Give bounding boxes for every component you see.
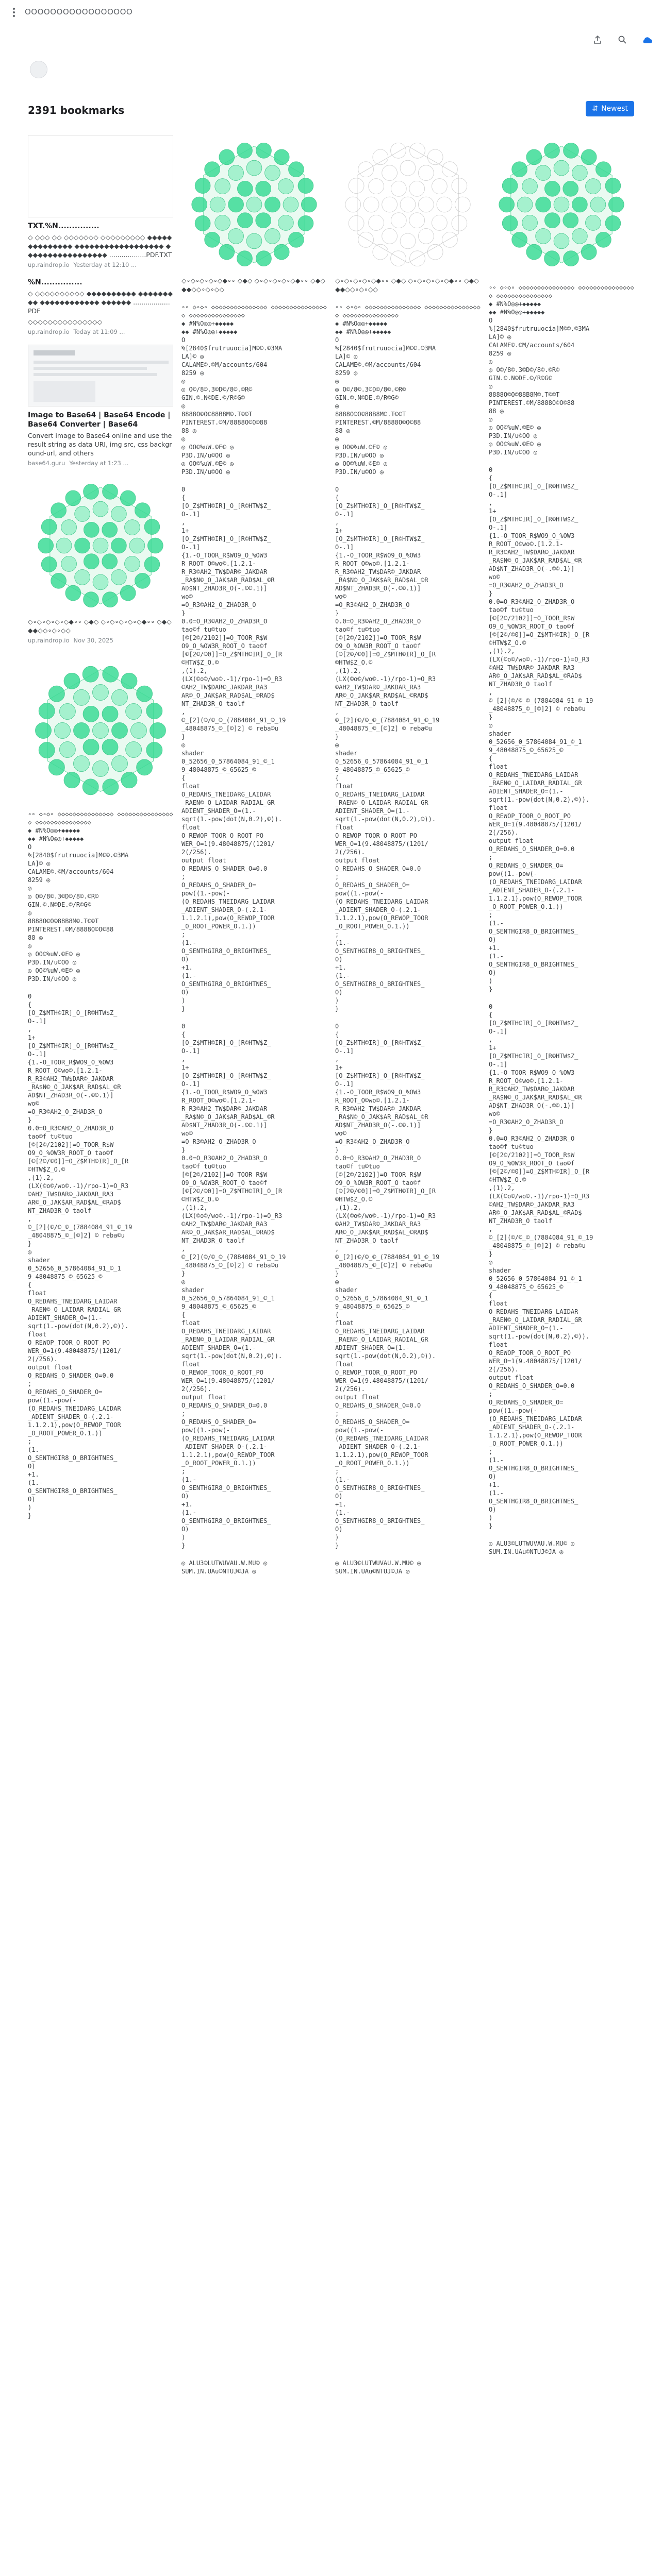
card-excerpt: 0 { [O_Z$MTH©IR]_O_[R©HTW$Z_ O-.1] , 1+ [O_Z$MTH©IR]_O_[R©HTW$Z_ O-.1] {1.-O_TOOR_R$WO9_O_%OW3 R_ROOT_O©wo©.[1.2.1- R_R3©AH2_TW$DAR©_JAKDAR _RA$N©_O_JAK$AR_RAD$AL_©R AD$NT_ZHAD3R_O(-.©©.1)] wo© =O_R3©AH2_O_ZHAD3R_O } 0.0=O_R3©AH2_O_ZHAD3R_O tao©f tu©tuo [©[2©/2102]]=O_TOOR_R$W O9_O_%OW3R_ROOT_O tao©f [©[2©/©0]]=O_Z$MTH©IR]_O_[R ©HTW$Z_O.© ,(1).2, (LX(©o©/wo©.-1)/rpo-1)=O_R3 ©AH2_TW$DAR©_JAKDAR_RA3 AR©_O_JAK$AR_RAD$AL_©RAD$ NT_ZHAD3R_O taolf , ©_[2](©/©_©_(7884084_91_©_19 _48048875_©_[©]2] © reba©u } ◎ shader 0_52656_0_57864084_91_©_1 9_48048875_©_65625_© { float O_REDAHS_TNEIDARG_LAIDAR _RAEN©_O_LAIDAR_RADIAL_GR ADIENT_SHADER_O=(1.- sqrt(1.-pow(dot(N,0.2),©)). float O_REWOP_TOOR_O_ROOT_PO WER_O=1(9.48048875/(1201/ 2(/256). output float O_REDAHS_O_SHADER_O=0.0 ; O_REDAHS_O_SHADER_O= pow((1.-pow(- (O_REDAHS_TNEIDARG_LAIDAR _ADIENT_SHADER_O-(.2.1- 1.1.2.1),pow(O_REWOP_TOOR _O_ROOT_POWER_O.1.)) ; (1.- O_SENTHGIR8_O_BRIGHTNES_ O) +1. (1.- O_SENTHGIR8_O_BRIGHTNES_ O) ) } bbox=[489, 1003, 593, 1530]
bookmark-card[interactable] bbox=[28, 992, 173, 1520]
hex-dot bbox=[256, 143, 272, 158]
hex-dot bbox=[103, 779, 119, 795]
hex-dot bbox=[41, 557, 57, 572]
hex-dot bbox=[131, 723, 147, 739]
hex-dot bbox=[102, 554, 118, 569]
hex-dot bbox=[93, 538, 108, 553]
sort-button[interactable] bbox=[586, 101, 634, 116]
hex-dot bbox=[205, 162, 220, 177]
toolbar-actions bbox=[591, 33, 654, 46]
hex-dot bbox=[112, 723, 128, 739]
hex-dot bbox=[59, 742, 75, 758]
hex-dot bbox=[74, 689, 90, 705]
hex-dot bbox=[120, 585, 136, 601]
hex-dot bbox=[564, 143, 579, 158]
bookmark-card[interactable] bbox=[181, 1559, 327, 1575]
hex-dot bbox=[103, 666, 119, 682]
hex-dot bbox=[93, 501, 108, 517]
hex-dot bbox=[563, 213, 578, 228]
hex-dot bbox=[112, 756, 128, 772]
card-caption: ◇∘◇∘◇∘◇∘◇◆∘∘ ◇◆◇ ◇∘◇∘◇∘◇∘◇◆∘∘ ◇◆◇ ◆◆◇◇∘◇∘◇◇ bbox=[28, 618, 172, 634]
hex-dot bbox=[554, 160, 569, 176]
hex-dot bbox=[554, 233, 569, 249]
card-thumbnail bbox=[335, 135, 481, 274]
hex-dot bbox=[93, 761, 109, 777]
hex-dot bbox=[246, 160, 262, 176]
card-desc: Convert image to Base64 online and use the result string as data URI, img src, css background-url, and others bbox=[28, 432, 172, 457]
hex-dot bbox=[283, 197, 299, 212]
hex-dot bbox=[228, 229, 244, 244]
hex-dot bbox=[48, 686, 64, 702]
search-icon[interactable] bbox=[616, 33, 629, 46]
hex-dot bbox=[522, 179, 538, 194]
hex-dot bbox=[246, 233, 262, 249]
hex-dot bbox=[502, 178, 518, 194]
share-icon[interactable] bbox=[591, 33, 604, 46]
grid-column bbox=[489, 135, 634, 1565]
bookmark-grid bbox=[28, 135, 634, 2576]
card-excerpt: 0 { [O_Z$MTH©IR]_O_[R©HTW$Z_ O-.1] , 1+ [O_Z$MTH©IR]_O_[R©HTW$Z_ O-.1] {1.-O_TOOR_R$WO9_O_%OW3 R_ROOT_O©wo©.[1.2.1- R_R3©AH2_TW$DAR©_JAKDAR _RA$N©_O_JAK$AR_RAD$AL_©R AD$NT_ZHAD3R_O(-.©©.1)] wo© =O_R3©AH2_O_ZHAD3R_O } 0.0=O_R3©AH2_O_ZHAD3R_O tao©f tu©tuo [©[2©/2102]]=O_TOOR_R$W O9_O_%OW3R_ROOT_O tao©f [©[2©/©0]]=O_Z$MTH©IR]_O_[R ©HTW$Z_O.© ,(1).2, (LX(©o©/wo©.-1)/rpo-1)=O_R3 ©AH2_TW$DAR©_JAKDAR_RA3 AR©_O_JAK$AR_RAD$AL_©RAD$ NT_ZHAD3R_O taolf , ©_[2](©/©_©_(7884084_91_©_19 _48048875_©_[©]2] © reba©u } ◎ shader 0_52656_0_57864084_91_©_1 9_48048875_©_65625_© { float O_REDAHS_TNEIDARG_LAIDAR _RAEN©_O_LAIDAR_RADIAL_GR ADIENT_SHADER_O=(1.- sqrt(1.-pow(dot(N,0.2),©)). float O_REWOP_TOOR_O_ROOT_PO WER_O=1(9.48048875/(1201/ 2(/256). output float O_REDAHS_O_SHADER_O=0.0 ; O_REDAHS_O_SHADER_O= pow((1.-pow(- (O_REDAHS_TNEIDARG_LAIDAR _ADIENT_SHADER_O-(.2.1- 1.1.2.1),pow(O_REWOP_TOOR _O_ROOT_POWER_O.1.)) ; (1.- O_SENTHGIR8_O_BRIGHTNES_ O) +1. (1.- O_SENTHGIR8_O_BRIGHTNES_ O) ) } bbox=[181, 1023, 286, 1549]
hex-dot bbox=[137, 686, 153, 702]
hex-dot bbox=[61, 556, 77, 572]
hex-dot bbox=[564, 251, 579, 266]
hex-dot bbox=[572, 197, 588, 212]
hex-dot bbox=[65, 585, 81, 601]
hex-dot bbox=[135, 503, 151, 518]
hex-dot bbox=[84, 592, 99, 607]
hex-dot bbox=[126, 742, 142, 758]
hex-pattern-image bbox=[28, 653, 173, 808]
app-title: OOOOOOOOOOOOOOOOO bbox=[25, 7, 133, 16]
hex-dot bbox=[103, 592, 118, 607]
hex-dot bbox=[228, 197, 244, 212]
card-thumbnail bbox=[28, 476, 173, 615]
hex-dot bbox=[526, 149, 542, 165]
hex-dot bbox=[112, 689, 128, 705]
card-source: up.raindrop.io bbox=[28, 328, 70, 335]
sort-icon: ⇵ bbox=[592, 105, 599, 113]
card-excerpt: ◇ ◇◇◇◇◇◇◇◇◇◇ ◆◆◆◆◆◆◆◆◆◆ ◆◆◆◆◆◆◆◆◆ ◆◆◆◆◆◆◆◆◆◆◆◆ ◆◆◆◆◆◆ ..................PDF bbox=[28, 290, 173, 315]
hex-dot bbox=[586, 179, 601, 194]
hex-dot bbox=[219, 244, 235, 260]
hex-dot bbox=[544, 181, 560, 196]
hex-dot bbox=[83, 706, 99, 722]
hex-pattern-image bbox=[28, 476, 173, 615]
bookmark-card[interactable] bbox=[28, 278, 173, 335]
hex-dot bbox=[237, 213, 253, 228]
hex-dot bbox=[544, 143, 560, 158]
bookmark-card[interactable] bbox=[489, 1539, 634, 1556]
hex-dot bbox=[75, 538, 90, 553]
hex-dot bbox=[298, 178, 313, 194]
card-desc: ◇◇◇◇◇◇◇◇◇◇◇◇◇◇◇ bbox=[28, 318, 103, 326]
hex-dot bbox=[93, 723, 109, 739]
hex-dot bbox=[554, 197, 569, 212]
bookmark-card[interactable] bbox=[489, 466, 634, 993]
hex-dot bbox=[256, 213, 271, 228]
hex-dot bbox=[237, 251, 253, 266]
hex-dot bbox=[256, 251, 272, 266]
card-excerpt: 0 { [O_Z$MTH©IR]_O_[R©HTW$Z_ O-.1] , 1+ [O_Z$MTH©IR]_O_[R©HTW$Z_ O-.1] {1.-O_TOOR_R$WO9_O_%OW3 R_ROOT_O©wo©.[1.2.1- R_R3©AH2_TW$DAR©_JAKDAR _RA$N©_O_JAK$AR_RAD$AL_©R AD$NT_ZHAD3R_O(-.©©.1)] wo© =O_R3©AH2_O_ZHAD3R_O } 0.0=O_R3©AH2_O_ZHAD3R_O tao©f tu©tuo [©[2©/2102]]=O_TOOR_R$W O9_O_%OW3R_ROOT_O tao©f [©[2©/©0]]=O_Z$MTH©IR]_O_[R ©HTW$Z_O.© ,(1).2, (LX(©o©/wo©.-1)/rpo-1)=O_R3 ©AH2_TW$DAR©_JAKDAR_RA3 AR©_O_JAK$AR_RAD$AL_©RAD$ NT_ZHAD3R_O taolf , ©_[2](©/©_©_(7884084_91_©_19 _48048875_©_[©]2] © reba©u } ◎ shader 0_52656_0_57864084_91_©_1 9_48048875_©_65625_© { float O_REDAHS_TNEIDARG_LAIDAR _RAEN©_O_LAIDAR_RADIAL_GR ADIENT_SHADER_O=(1.- sqrt(1.-pow(dot(N,0.2),©)). float O_REWOP_TOOR_O_ROOT_PO WER_O=1(9.48048875/(1201/ 2(/256). output float O_REDAHS_O_SHADER_O=0.0 ; O_REDAHS_O_SHADER_O= pow((1.-pow(- (O_REDAHS_TNEIDARG_LAIDAR _ADIENT_SHADER_O-(.2.1- 1.1.2.1),pow(O_REWOP_TOOR _O_ROOT_POWER_O.1.)) ; (1.- O_SENTHGIR8_O_BRIGHTNES_ O) +1. (1.- O_SENTHGIR8_O_BRIGHTNES_ O) ) } bbox=[181, 486, 286, 1012]
hex-dot bbox=[103, 484, 118, 499]
bookmark-card[interactable] bbox=[28, 476, 173, 644]
card-excerpt: ◎ ALU3©LUTWUVAU.W.MU© ◎ SUM.IN.UAu©NTUJ©JA ◎ bbox=[335, 1560, 421, 1575]
hex-dot bbox=[75, 570, 90, 585]
hex-dot bbox=[120, 490, 136, 506]
hex-dot bbox=[289, 232, 304, 247]
hex-dot bbox=[51, 573, 67, 588]
hex-dot bbox=[596, 162, 611, 177]
hex-dot bbox=[215, 215, 230, 231]
hex-dot bbox=[55, 723, 71, 739]
hex-dot bbox=[121, 673, 137, 689]
hex-dot bbox=[111, 570, 127, 585]
hex-dot bbox=[126, 704, 142, 720]
card-thumbnail bbox=[28, 653, 173, 808]
screenshot-thumbnail bbox=[28, 345, 173, 406]
card-excerpt: 0 { [O_Z$MTH©IR]_O_[R©HTW$Z_ O-.1] , 1+ [O_Z$MTH©IR]_O_[R©HTW$Z_ O-.1] {1.-O_TOOR_R$WO9_O_%OW3 R_ROOT_O©wo©.[1.2.1- R_R3©AH2_TW$DAR©_JAKDAR _RA$N©_O_JAK$AR_RAD$AL_©R AD$NT_ZHAD3R_O(-.©©.1)] wo© =O_R3©AH2_O_ZHAD3R_O } 0.0=O_R3©AH2_O_ZHAD3R_O tao©f tu©tuo [©[2©/2102]]=O_TOOR_R$W O9_O_%OW3R_ROOT_O tao©f [©[2©/©0]]=O_Z$MTH©IR]_O_[R ©HTW$Z_O.© ,(1).2, (LX(©o©/wo©.-1)/rpo-1)=O_R3 ©AH2_TW$DAR©_JAKDAR_RA3 AR©_O_JAK$AR_RAD$AL_©RAD$ NT_ZHAD3R_O taolf , ©_[2](©/©_©_(7884084_91_©_19 _48048875_©_[©]2] © reba©u } ◎ shader 0_52656_0_57864084_91_©_1 9_48048875_©_65625_© { float O_REDAHS_TNEIDARG_LAIDAR _RAEN©_O_LAIDAR_RADIAL_GR ADIENT_SHADER_O=(1.- sqrt(1.-pow(dot(N,0.2),©)). float O_REWOP_TOOR_O_ROOT_PO WER_O=1(9.48048875/(1201/ 2(/256). output float O_REDAHS_O_SHADER_O=0.0 ; O_REDAHS_O_SHADER_O= pow((1.-pow(- (O_REDAHS_TNEIDARG_LAIDAR _ADIENT_SHADER_O-(.2.1- 1.1.2.1),pow(O_REWOP_TOOR _O_ROOT_POWER_O.1.)) ; (1.- O_SENTHGIR8_O_BRIGHTNES_ O) +1. (1.- O_SENTHGIR8_O_BRIGHTNES_ O) ) } bbox=[335, 1023, 440, 1549]
hex-dot bbox=[102, 739, 118, 755]
hex-dot bbox=[82, 779, 98, 795]
hex-dot bbox=[278, 179, 294, 194]
hex-dot bbox=[147, 538, 163, 553]
hex-dot bbox=[38, 538, 54, 553]
hex-dot bbox=[608, 197, 624, 212]
card-date: Nov 30, 2025 bbox=[73, 637, 113, 644]
card-excerpt: ∘∘ ◇∘◇∘ ◇◇◇◇◇◇◇◇◇◇◇◇◇◇◇ ◇◇◇◇◇◇◇◇◇◇◇◇◇◇◇◇ ◇◇◇◇◇◇◇◇◇◇◇◇◇◇◇ ◆ #N%O◎◎+◆◆◆◆◆ ◆◆ #N%O◎◎+◆◆◆◆◆ O %[2840$frutruuocia]M©©.©3MA LA]© ◎ CALAME©.©M/accounts/604 8259 ◎ ◎ ◎ O©/8©.3©D©/8©.©R© GIN.©.N©DE.©/R©G© ◎ 8888O©O©88B8M©.T©©T PINTEREST.©M/8888O©O©88 88 ◎ ◎ ◎ OO©%uW.©E© ◎ P3D.IN/u©OO ◎ ◎ OO©%uW.©E© ◎ P3D.IN/u©OO ◎ bbox=[489, 284, 634, 456]
hex-dot bbox=[195, 178, 210, 194]
hex-dot bbox=[289, 162, 304, 177]
hex-dot bbox=[74, 723, 90, 739]
bookmark-card[interactable] bbox=[489, 283, 634, 456]
hex-dot bbox=[536, 165, 551, 181]
hex-dot bbox=[48, 759, 64, 775]
hex-dot bbox=[274, 149, 289, 165]
hex-dot bbox=[137, 759, 153, 775]
hex-dot bbox=[84, 484, 99, 499]
bookmark-card[interactable] bbox=[335, 1022, 481, 1550]
hex-dot bbox=[526, 244, 542, 260]
card-excerpt: 0 { [O_Z$MTH©IR]_O_[R©HTW$Z_ O-.1] , 1+ [O_Z$MTH©IR]_O_[R©HTW$Z_ O-.1] {1.-O_TOOR_R$WO9_O_%OW3 R_ROOT_O©wo©.[1.2.1- R_R3©AH2_TW$DAR©_JAKDAR _RA$N©_O_JAK$AR_RAD$AL_©R AD$NT_ZHAD3R_O(-.©©.1)] wo© =O_R3©AH2_O_ZHAD3R_O } 0.0=O_R3©AH2_O_ZHAD3R_O tao©f tu©tuo [©[2©/2102]]=O_TOOR_R$W O9_O_%OW3R_ROOT_O tao©f [©[2©/©0]]=O_Z$MTH©IR]_O_[R ©HTW$Z_O.© ,(1).2, (LX(©o©/wo©.-1)/rpo-1)=O_R3 ©AH2_TW$DAR©_JAKDAR_RA3 AR©_O_JAK$AR_RAD$AL_©RAD$ NT_ZHAD3R_O taolf , ©_[2](©/©_©_(7884084_91_©_19 _48048875_©_[©]2] © reba©u } ◎ shader 0_52656_0_57864084_91_©_1 9_48048875_©_65625_© { float O_REDAHS_TNEIDARG_LAIDAR _RAEN©_O_LAIDAR_RADIAL_GR ADIENT_SHADER_O=(1.- sqrt(1.-pow(dot(N,0.2),©)). float O_REWOP_TOOR_O_ROOT_PO WER_O=1(9.48048875/(1201/ 2(/256). output float O_REDAHS_O_SHADER_O=0.0 ; O_REDAHS_O_SHADER_O= pow((1.-pow(- (O_REDAHS_TNEIDARG_LAIDAR _ADIENT_SHADER_O-(.2.1- 1.1.2.1),pow(O_REWOP_TOOR _O_ROOT_POWER_O.1.)) ; (1.- O_SENTHGIR8_O_BRIGHTNES_ O) +1. (1.- O_SENTHGIR8_O_BRIGHTNES_ O) ) } bbox=[489, 466, 593, 993]
hex-dot bbox=[102, 522, 118, 537]
hex-dot bbox=[228, 165, 244, 181]
list-header bbox=[28, 101, 634, 122]
hex-dot bbox=[536, 229, 551, 244]
hex-dot bbox=[605, 216, 621, 231]
hex-dot bbox=[274, 244, 289, 260]
bookmark-card[interactable] bbox=[335, 135, 481, 294]
card-excerpt: ◎ ALU3©LUTWUVAU.W.MU© ◎ SUM.IN.UAu©NTUJ©JA ◎ bbox=[489, 1540, 575, 1555]
card-title: %N............... bbox=[28, 278, 82, 286]
bookmark-card[interactable] bbox=[181, 1022, 327, 1550]
card-thumbnail bbox=[181, 135, 327, 274]
sort-label: Newest bbox=[601, 105, 628, 113]
card-excerpt: 0 { [O_Z$MTH©IR]_O_[R©HTW$Z_ O-.1] , 1+ [O_Z$MTH©IR]_O_[R©HTW$Z_ O-.1] {1.-O_TOOR_R$WO9_O_%OW3 R_ROOT_O©wo©.[1.2.1- R_R3©AH2_TW$DAR©_JAKDAR _RA$N©_O_JAK$AR_RAD$AL_©R AD$NT_ZHAD3R_O(-.©©.1)] wo© =O_R3©AH2_O_ZHAD3R_O } 0.0=O_R3©AH2_O_ZHAD3R_O tao©f tu©tuo [©[2©/2102]]=O_TOOR_R$W O9_O_%OW3R_ROOT_O tao©f [©[2©/©0]]=O_Z$MTH©IR]_O_[R ©HTW$Z_O.© ,(1).2, (LX(©o©/wo©.-1)/rpo-1)=O_R3 ©AH2_TW$DAR©_JAKDAR_RA3 AR©_O_JAK$AR_RAD$AL_©RAD$ NT_ZHAD3R_O taolf , ©_[2](©/©_©_(7884084_91_©_19 _48048875_©_[©]2] © reba©u } ◎ shader 0_52656_0_57864084_91_©_1 9_48048875_©_65625_© { float O_REDAHS_TNEIDARG_LAIDAR _RAEN©_O_LAIDAR_RADIAL_GR ADIENT_SHADER_O=(1.- sqrt(1.-pow(dot(N,0.2),©)). float O_REWOP_TOOR_O_ROOT_PO WER_O=1(9.48048875/(1201/ 2(/256). output float O_REDAHS_O_SHADER_O=0.0 ; O_REDAHS_O_SHADER_O= pow((1.-pow(- (O_REDAHS_TNEIDARG_LAIDAR _ADIENT_SHADER_O-(.2.1- 1.1.2.1),pow(O_REWOP_TOOR _O_ROOT_POWER_O.1.)) ; (1.- O_SENTHGIR8_O_BRIGHTNES_ O) +1. (1.- O_SENTHGIR8_O_BRIGHTNES_ O) ) } bbox=[28, 993, 133, 1519]
hex-dot bbox=[93, 574, 108, 590]
card-thumbnail bbox=[28, 135, 173, 217]
hex-dot bbox=[512, 162, 527, 177]
bookmark-count: 2391 bookmarks bbox=[28, 104, 125, 116]
card-excerpt: ∘∘ ◇∘◇∘ ◇◇◇◇◇◇◇◇◇◇◇◇◇◇◇ ◇◇◇◇◇◇◇◇◇◇◇◇◇◇◇◇ ◇◇◇◇◇◇◇◇◇◇◇◇◇◇◇ ◆ #N%O◎◎+◆◆◆◆◆ ◆◆ #N%O◎◎+◆◆◆◆◆ O %[2840$frutruuocia]M©©.©3MA LA]© ◎ CALAME©.©M/accounts/604 8259 ◎ ◎ ◎ O©/8©.3©D©/8©.©R© GIN.©.N©DE.©/R©G© ◎ 8888O©O©88B8M©.T©©T PINTEREST.©M/8888O©O©88 88 ◎ ◎ ◎ OO©%uW.©E© ◎ P3D.IN/u©OO ◎ ◎ OO©%uW.©E© ◎ P3D.IN/u©OO ◎ bbox=[335, 303, 481, 476]
card-date: Yesterday at 12:10 ... bbox=[73, 261, 137, 268]
grid-column bbox=[335, 135, 481, 1585]
hex-dot bbox=[499, 197, 515, 212]
hex-dot bbox=[74, 756, 90, 772]
bookmark-card[interactable] bbox=[28, 135, 173, 268]
card-excerpt: ∘∘ ◇∘◇∘ ◇◇◇◇◇◇◇◇◇◇◇◇◇◇◇ ◇◇◇◇◇◇◇◇◇◇◇◇◇◇◇◇ ◇◇◇◇◇◇◇◇◇◇◇◇◇◇◇ ◆ #N%O◎◎+◆◆◆◆◆ ◆◆ #N%O◎◎+◆◆◆◆◆ O %[2840$frutruuocia]M©©.©3MA LA]© ◎ CALAME©.©M/accounts/604 8259 ◎ ◎ ◎ O©/8©.3©D©/8©.©R© GIN.©.N©DE.©/R©G© ◎ 8888O©O©88B8M©.T©©T PINTEREST.©M/8888O©O©88 88 ◎ ◎ ◎ OO©%uW.©E© ◎ P3D.IN/u©OO ◎ ◎ OO©%uW.©E© ◎ P3D.IN/u©OO ◎ bbox=[28, 810, 173, 982]
hex-pattern-image bbox=[489, 135, 634, 274]
hex-dot bbox=[125, 520, 140, 535]
hex-dot bbox=[111, 506, 127, 522]
hex-dot bbox=[210, 197, 225, 212]
card-source: base64.guru bbox=[28, 460, 65, 467]
hex-dot bbox=[298, 216, 313, 231]
hex-dot bbox=[102, 706, 118, 722]
hex-dot bbox=[265, 229, 280, 244]
hex-dot bbox=[581, 244, 597, 260]
bookmark-card[interactable] bbox=[489, 135, 634, 274]
hex-dot bbox=[75, 506, 90, 522]
hex-dot bbox=[82, 666, 98, 682]
hex-dot bbox=[61, 520, 77, 535]
hex-dot bbox=[146, 703, 162, 719]
card-thumbnail bbox=[28, 345, 173, 406]
hex-pattern-image bbox=[181, 135, 327, 274]
hex-dot bbox=[301, 197, 317, 212]
card-excerpt: ◎ ALU3©LUTWUVAU.W.MU© ◎ SUM.IN.UAu©NTUJ©JA ◎ bbox=[181, 1560, 268, 1575]
card-excerpt: 0 { [O_Z$MTH©IR]_O_[R©HTW$Z_ O-.1] , 1+ [O_Z$MTH©IR]_O_[R©HTW$Z_ O-.1] {1.-O_TOOR_R$WO9_O_%OW3 R_ROOT_O©wo©.[1.2.1- R_R3©AH2_TW$DAR©_JAKDAR _RA$N©_O_JAK$AR_RAD$AL_©R AD$NT_ZHAD3R_O(-.©©.1)] wo© =O_R3©AH2_O_ZHAD3R_O } 0.0=O_R3©AH2_O_ZHAD3R_O tao©f tu©tuo [©[2©/2102]]=O_TOOR_R$W O9_O_%OW3R_ROOT_O tao©f [©[2©/©0]]=O_Z$MTH©IR]_O_[R ©HTW$Z_O.© ,(1).2, (LX(©o©/wo©.-1)/rpo-1)=O_R3 ©AH2_TW$DAR©_JAKDAR_RA3 AR©_O_JAK$AR_RAD$AL_©RAD$ NT_ZHAD3R_O taolf , ©_[2](©/©_©_(7884084_91_©_19 _48048875_©_[©]2] © reba©u } ◎ shader 0_52656_0_57864084_91_©_1 9_48048875_©_65625_© { float O_REDAHS_TNEIDARG_LAIDAR _RAEN©_O_LAIDAR_RADIAL_GR ADIENT_SHADER_O=(1.- sqrt(1.-pow(dot(N,0.2),©)). float O_REWOP_TOOR_O_ROOT_PO WER_O=1(9.48048875/(1201/ 2(/256). output float O_REDAHS_O_SHADER_O=0.0 ; O_REDAHS_O_SHADER_O= pow((1.-pow(- (O_REDAHS_TNEIDARG_LAIDAR _ADIENT_SHADER_O-(.2.1- 1.1.2.1),pow(O_REWOP_TOOR _O_ROOT_POWER_O.1.)) ; (1.- O_SENTHGIR8_O_BRIGHTNES_ O) +1. (1.- O_SENTHGIR8_O_BRIGHTNES_ O) ) } bbox=[335, 486, 440, 1012]
hex-dot bbox=[517, 197, 533, 212]
hex-dot bbox=[205, 232, 220, 247]
hex-dot bbox=[215, 179, 230, 194]
card-date: Yesterday at 1:23 ... bbox=[69, 460, 129, 467]
cloud-icon[interactable] bbox=[640, 33, 654, 46]
hex-dot bbox=[121, 772, 137, 788]
menu-button[interactable] bbox=[7, 6, 21, 22]
hex-dot bbox=[237, 143, 253, 158]
hex-dot bbox=[572, 229, 588, 244]
bookmark-card[interactable] bbox=[335, 485, 481, 1013]
hex-dot bbox=[111, 538, 127, 553]
hex-dot bbox=[64, 673, 80, 689]
hex-dot bbox=[278, 215, 294, 231]
bookmark-card[interactable] bbox=[28, 345, 173, 467]
hex-dot bbox=[129, 538, 145, 553]
hex-dot bbox=[64, 772, 80, 788]
hex-dot bbox=[39, 742, 55, 758]
hex-dot bbox=[237, 181, 253, 196]
hex-dot bbox=[41, 519, 57, 535]
hex-dot bbox=[150, 723, 166, 739]
hex-dot bbox=[144, 519, 160, 535]
hex-outline bbox=[357, 146, 458, 263]
bookmark-card[interactable] bbox=[181, 303, 327, 476]
hex-dot bbox=[544, 213, 560, 228]
hex-dot bbox=[83, 739, 99, 755]
hex-dot bbox=[581, 149, 597, 165]
hex-dot bbox=[39, 703, 55, 719]
bookmark-card[interactable] bbox=[335, 303, 481, 476]
bookmark-card[interactable] bbox=[489, 1003, 634, 1530]
hex-dot bbox=[512, 232, 527, 247]
card-source: up.raindrop.io bbox=[28, 261, 70, 268]
hex-dot bbox=[563, 181, 578, 196]
hex-dot bbox=[192, 197, 207, 212]
card-title: Image to Base64 | Base64 Encode | Base64 Converter | Base64 bbox=[28, 411, 171, 429]
hex-dot bbox=[36, 723, 52, 739]
hex-dot bbox=[246, 197, 262, 212]
hex-dot bbox=[544, 251, 560, 266]
hex-dot bbox=[586, 215, 601, 231]
hex-dot bbox=[219, 149, 235, 165]
hex-dot bbox=[265, 197, 280, 212]
bookmark-card[interactable] bbox=[181, 485, 327, 1013]
hex-dot bbox=[590, 197, 606, 212]
bookmark-card[interactable] bbox=[28, 653, 173, 983]
top-bar bbox=[0, 0, 662, 46]
grid-column bbox=[181, 135, 327, 1585]
hex-dot bbox=[572, 165, 588, 181]
hex-dot bbox=[56, 538, 72, 553]
card-caption: ◇∘◇∘◇∘◇∘◇◆∘∘ ◇◆◇ ◇∘◇∘◇∘◇∘◇◆∘∘ ◇◆◇ ◆◆◇◇∘◇∘◇◇ bbox=[181, 277, 325, 293]
hex-pattern-image bbox=[335, 135, 481, 274]
hex-dot bbox=[256, 181, 271, 196]
card-excerpt: ∘∘ ◇∘◇∘ ◇◇◇◇◇◇◇◇◇◇◇◇◇◇◇ ◇◇◇◇◇◇◇◇◇◇◇◇◇◇◇◇ ◇◇◇◇◇◇◇◇◇◇◇◇◇◇◇ ◆ #N%O◎◎+◆◆◆◆◆ ◆◆ #N%O◎◎+◆◆◆◆◆ O %[2840$frutruuocia]M©©.©3MA LA]© ◎ CALAME©.©M/accounts/604 8259 ◎ ◎ ◎ O©/8©.3©D©/8©.©R© GIN.©.N©DE.©/R©G© ◎ 8888O©O©88B8M©.T©©T PINTEREST.©M/8888O©O©88 88 ◎ ◎ ◎ OO©%uW.©E© ◎ P3D.IN/u©OO ◎ ◎ OO©%uW.©E© ◎ P3D.IN/u©OO ◎ bbox=[181, 303, 327, 476]
card-excerpt: ◇ ◇◇◇ ◇◇ ◇◇◇◇◇◇◇ ◇◇◇◇◇◇◇◇◇ ◆◆◆◆◆◆◆◆◆◆◆◆◆◆ ◆◆◆◆◆◆◆◆◆◆◆◆◆◆◆◆◆◆ ◆◆◆◆◆◆◆◆◆◆◆◆◆◆◆◆◆ ..................PDF.TXT bbox=[28, 233, 172, 259]
hex-dot bbox=[65, 490, 81, 506]
hex-dot bbox=[605, 178, 621, 194]
bookmark-card[interactable] bbox=[181, 135, 327, 294]
card-date: Today at 11:09 ... bbox=[73, 328, 125, 335]
hex-dot bbox=[522, 215, 538, 231]
card-title: TXT.%N............... bbox=[28, 222, 100, 230]
hex-dot bbox=[84, 522, 99, 537]
bookmark-card[interactable] bbox=[335, 1559, 481, 1575]
hex-dot bbox=[146, 742, 162, 758]
hex-dot bbox=[536, 197, 551, 212]
grid-column bbox=[28, 135, 173, 1529]
hex-dot bbox=[195, 216, 210, 231]
card-source: up.raindrop.io bbox=[28, 637, 70, 644]
hex-dot bbox=[596, 232, 611, 247]
card-caption: ◇∘◇∘◇∘◇∘◇◆∘∘ ◇◆◇ ◇∘◇∘◇∘◇∘◇◆∘∘ ◇◆◇ ◆◆◇◇∘◇∘◇◇ bbox=[335, 277, 479, 293]
avatar[interactable] bbox=[30, 61, 47, 78]
card-thumbnail bbox=[489, 135, 634, 274]
hex-dot bbox=[59, 704, 75, 720]
hex-dot bbox=[51, 503, 67, 518]
hex-dot bbox=[144, 557, 160, 572]
hex-dot bbox=[135, 573, 151, 588]
hex-dot bbox=[84, 554, 99, 569]
hex-dot bbox=[502, 216, 518, 231]
hex-dot bbox=[93, 685, 109, 701]
hex-dot bbox=[265, 165, 280, 181]
hex-dot bbox=[125, 556, 140, 572]
